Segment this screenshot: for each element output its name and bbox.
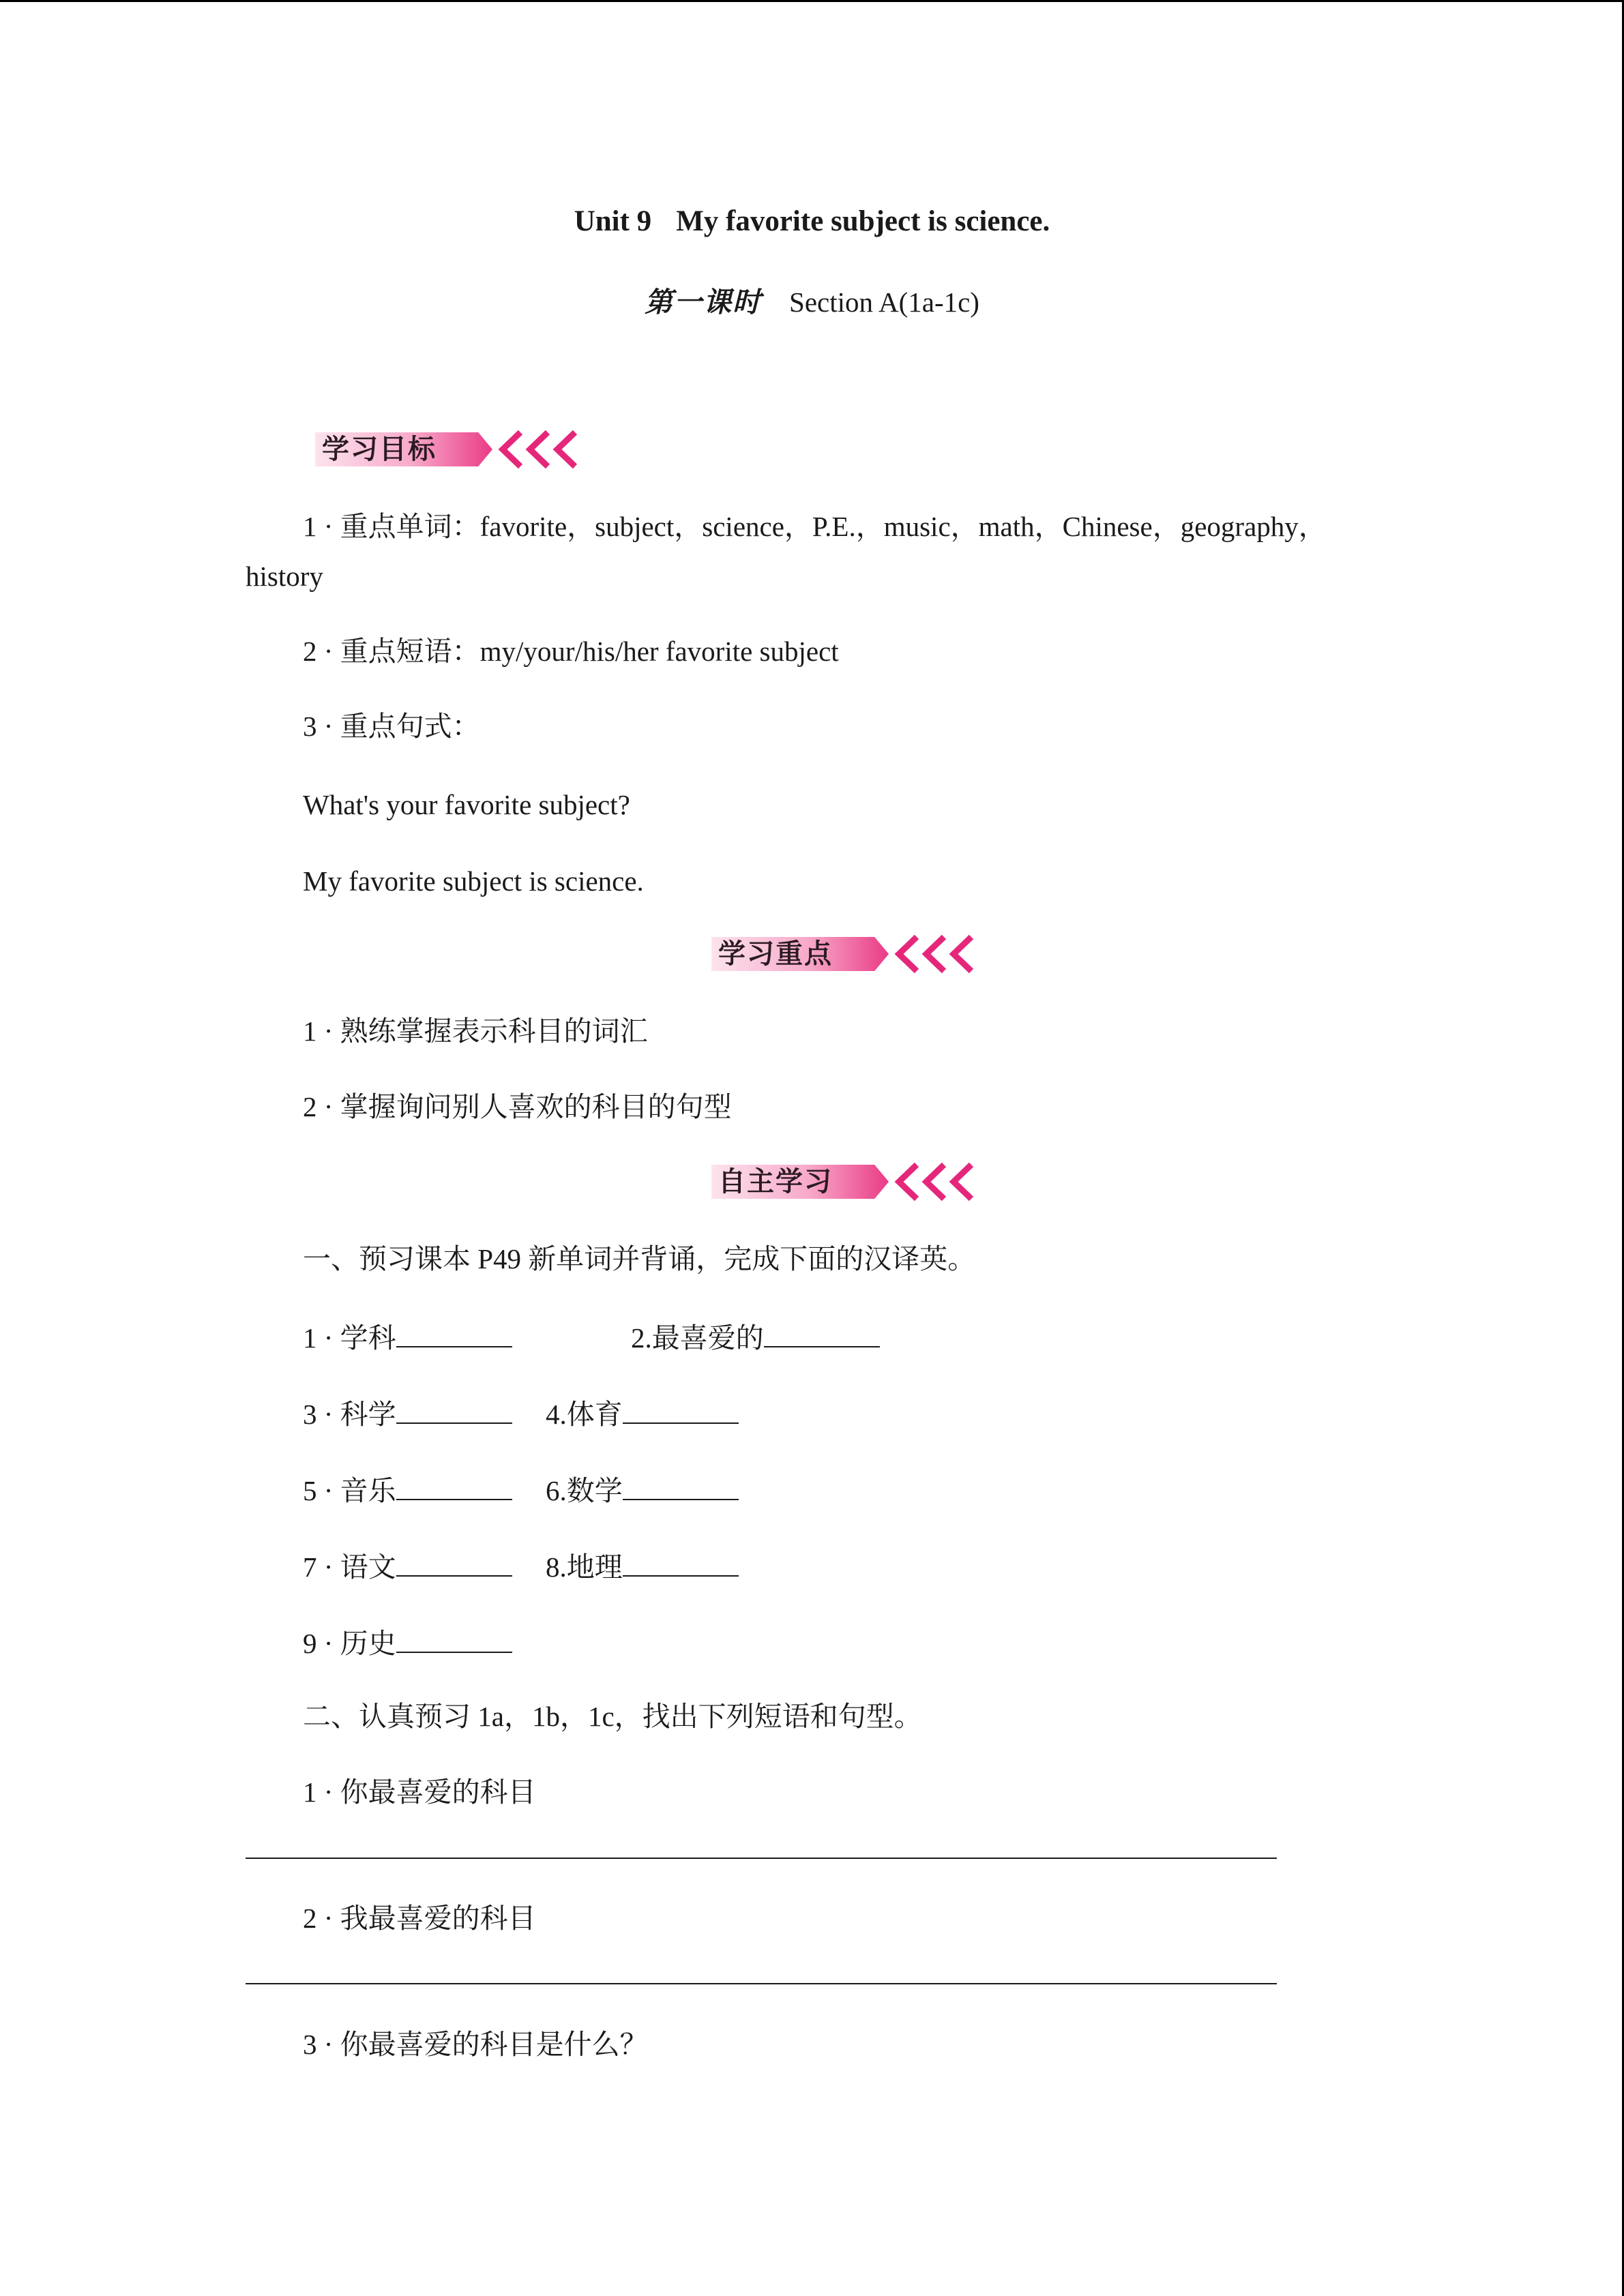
focus-item-2: 2 · 掌握询问别人喜欢的科目的句型	[303, 1091, 732, 1122]
self-study-heading: 自主学习	[718, 1166, 833, 1197]
vocab-item-8	[546, 1551, 739, 1581]
goal-sentence-1: What's your favorite subject?	[303, 789, 630, 820]
chevron-left-icon	[919, 1161, 949, 1203]
answer-blank[interactable]	[623, 1551, 739, 1577]
chevron-left-icon	[947, 1161, 977, 1203]
section-label: Section A(1a-1c)	[789, 286, 979, 318]
unit-heading: My favorite subject is science.	[676, 205, 1050, 237]
part2-instruction: 二、认真预习 1a，1b，1c，找出下列短语和句型。	[303, 1701, 922, 1732]
vocab-label: 2.最喜爱的	[631, 1322, 764, 1354]
vocab-item-1	[303, 1322, 512, 1352]
answer-blank[interactable]	[764, 1322, 880, 1347]
goal-item-1-cont: history	[246, 561, 323, 592]
vocab-label: 5 · 音乐	[303, 1475, 396, 1506]
goal-item-1: 1 · 重点单词：favorite，subject，science，P.E.，music，math，Chinese，geography，	[303, 511, 1327, 542]
answer-line[interactable]	[246, 1858, 1277, 1859]
vocab-item-2	[631, 1322, 880, 1352]
vocab-label: 6.数学	[546, 1475, 623, 1506]
goals-header-badge	[315, 428, 588, 471]
vocab-item-7	[303, 1551, 512, 1581]
answer-blank[interactable]	[396, 1551, 512, 1577]
unit-title	[0, 205, 1624, 238]
answer-blank[interactable]	[396, 1398, 512, 1424]
vocab-label: 7 · 语文	[303, 1551, 396, 1583]
answer-blank[interactable]	[396, 1322, 512, 1347]
vocab-label: 1 · 学科	[303, 1322, 396, 1354]
focus-heading: 学习重点	[718, 938, 833, 970]
answer-blank[interactable]	[396, 1474, 512, 1500]
vocab-item-3	[303, 1398, 512, 1429]
chevron-left-icon	[496, 428, 526, 471]
vocab-item-5	[303, 1474, 512, 1505]
chevron-left-icon	[919, 933, 949, 975]
vocab-label: 3 · 科学	[303, 1399, 396, 1430]
chevron-left-icon	[550, 428, 580, 471]
phrase-item-2: 2 · 我最喜爱的科目	[303, 1903, 536, 1934]
self-study-header-badge	[711, 1161, 984, 1203]
answer-blank[interactable]	[396, 1627, 512, 1653]
vocab-item-9	[303, 1627, 512, 1658]
lesson-label: 第一课时	[645, 286, 763, 318]
chevron-left-icon	[947, 933, 977, 975]
vocab-item-4	[546, 1398, 739, 1429]
phrase-item-1: 1 · 你最喜爱的科目	[303, 1776, 536, 1808]
answer-blank[interactable]	[623, 1398, 739, 1424]
chevron-left-icon	[892, 933, 922, 975]
chevron-left-icon	[892, 1161, 922, 1203]
vocab-item-6	[546, 1474, 739, 1505]
answer-blank[interactable]	[623, 1474, 739, 1500]
vocab-label: 8.地理	[546, 1551, 623, 1583]
goal-item-3: 3 · 重点句式：	[303, 711, 480, 742]
goals-heading: 学习目标	[322, 434, 437, 465]
chevron-left-icon	[523, 428, 553, 471]
unit-number: Unit 9	[574, 205, 652, 237]
focus-item-1: 1 · 熟练掌握表示科目的词汇	[303, 1015, 648, 1047]
vocab-label: 4.体育	[546, 1399, 623, 1430]
answer-line[interactable]	[246, 1983, 1277, 1984]
lesson-subtitle	[0, 280, 1624, 320]
part1-instruction: 一、预习课本 P49 新单词并背诵，完成下面的汉译英。	[303, 1243, 976, 1274]
goal-item-2: 2 · 重点短语：my/your/his/her favorite subject	[303, 636, 839, 667]
focus-header-badge	[711, 933, 984, 975]
goal-sentence-2: My favorite subject is science.	[303, 865, 644, 897]
vocab-label: 9 · 历史	[303, 1628, 396, 1659]
phrase-item-3: 3 · 你最喜爱的科目是什么？	[303, 2029, 648, 2060]
